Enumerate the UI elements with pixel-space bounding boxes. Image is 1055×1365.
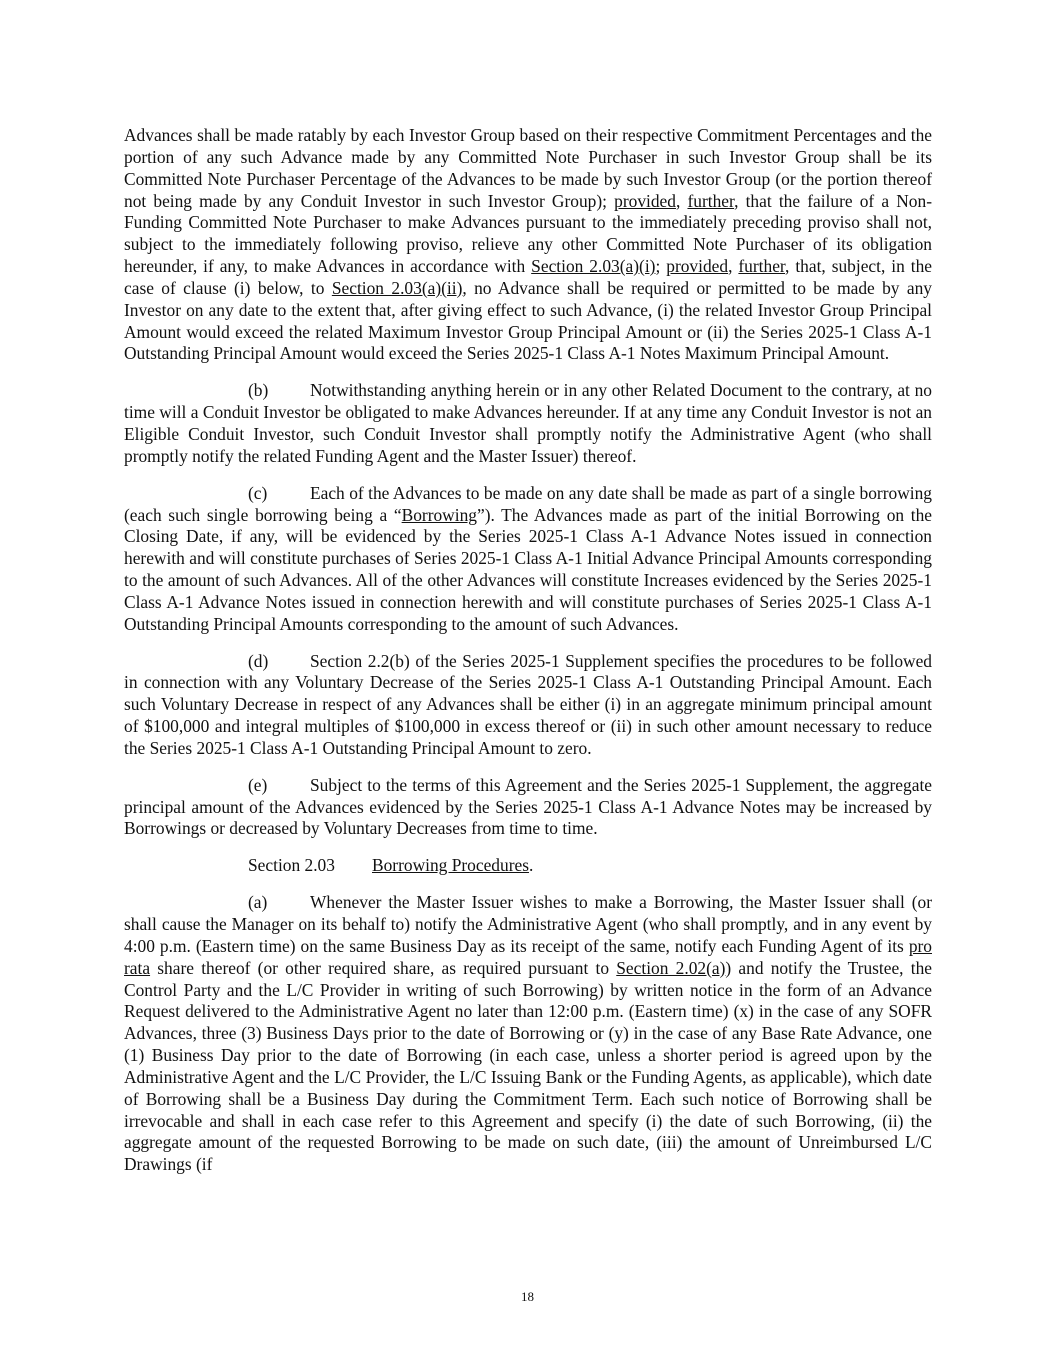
section-heading: Section 2.03 Borrowing Procedures. — [248, 855, 534, 876]
section-title: Borrowing Procedures — [372, 855, 529, 876]
paragraph-203-a: (a) Whenever the Master Issuer wishes to make a Borrowing, the Master Issuer shall (or shall cause the Manager on its behalf to) notify the Administrative Agent (who shall promptly, and in any event by 4:00 p.m. (Eastern time) on the same Business Day as its receipt of the same, notify each Funding Agent of its pro rata share thereof (or other required share, as required pursuant to Section 2.02(a)) and notify the Trustee, the Control Party and the L/C Provider in writing of such Borrowing) by written notice in the form of an Advance Request delivered to the Administrative Agent no later than 12:00 p.m. (Eastern time) (x) in the case of any SOFR Advances, three (3) Business Days prior to the date of Borrowing or (y) in the case of any Base Rate Advance, one (1) Business Day prior to the date of Borrowing (in each case, unless a shorter period is agreed upon by the Administrative Agent and the L/C Provider, the L/C Issuing Bank or the Funding Agents, as applicable), which date of Borrowing shall be a Business Day during the Commitment Term. Each such notice of Borrowing shall be irrevocable and shall in each case refer to this Agreement and specify (i) the date of such Borrowing, (ii) the aggregate amount of the requested Borrowing to be made on such date, (iii) the amount of Unreimbursed L/C Drawings (if — [124, 892, 932, 1175]
section-number: Section 2.03 — [248, 855, 335, 876]
clause-label: (d) — [248, 650, 269, 671]
provided-term: provided — [614, 190, 676, 211]
paragraph-c: (c) Each of the Advances to be made on any date shall be made as part of a single borrowing (each such single borrowing being a “Borrowing”). The Advances made as part of the initial Borrowing on the Closing Date, if any, will be evidenced by the Series 2025-1 Class A-1 Advance Notes issued in connection herewith and will constitute purchases of Series 2025-1 Class A-1 Initial Advance Principal Amounts corresponding to the amount of such Advances. All of the other Advances will constitute Increases evidenced by the Series 2025-1 Class A-1 Advance Notes issued in connection herewith and will constitute purchases of Series 2025-1 Class A-1 Outstanding Principal Amounts corresponding to the amount of such Advances. — [124, 482, 932, 634]
clause-label: (b) — [248, 380, 269, 401]
clause-label: (c) — [248, 482, 268, 503]
section-reference: Section 2.02(a) — [616, 957, 726, 978]
paragraph-b: (b) Notwithstanding anything herein or in any other Related Document to the contrary, at no time will a Conduit Investor be obligated to make Advances hereunder. If at any time any Conduit Investor is not an Eligible Conduit Investor, such Conduit Investor shall promptly notify the Administrative Agent (who shall promptly notify the related Funding Agent and the Master Issuer) thereof. — [124, 380, 932, 466]
section-reference: Section 2.03(a)(ii) — [331, 277, 463, 298]
provided-term: provided — [666, 256, 729, 277]
page-number: 18 — [521, 1289, 534, 1304]
pro-rata-term: pro rata — [124, 935, 932, 978]
paragraph-continuation: Advances shall be made ratably by each Investor Group based on their respective Commitment Percentages and the portion of any such Advance made by any Committed Note Purchaser in such Investor Group shall be its Committed Note Purchaser Percentage of the Advances to be made by such Investor Group (or the portion thereof not being made by any Conduit Investor in such Investor Group); provided, further, that the failure of a Non-Funding Committed Note Purchaser to make Advances pursuant to the immediately preceding proviso shall not, subject to the immediately following proviso, relieve any other Committed Note Purchaser of its obligation hereunder, if any, to make Advances in accordance with Section 2.03(a)(i); provided, further, that, subject, in the case of clause (i) below, to Section 2.03(a)(ii), no Advance shall be required or permitted to be made by any Investor on any date to the extent that, after giving effect to such Advance, (i) the related Investor Group Principal Amount would exceed the related Maximum Investor Group Principal Amount or (ii) the Series 2025-1 Class A-1 Outstanding Principal Amount would exceed the Series 2025-1 Class A-1 Notes Maximum Principal Amount. — [124, 125, 932, 364]
paragraph-e: (e) Subject to the terms of this Agreement and the Series 2025-1 Supplement, the aggregate principal amount of the Advances evidenced by the Series 2025-1 Class A-1 Advance Notes may be increased by Borrowings or decreased by Voluntary Decreases from time to time. — [124, 774, 932, 839]
section-reference: Section 2.03(a)(i) — [531, 256, 656, 277]
defined-term-borrowing: Borrowing — [401, 504, 477, 525]
further-term: further — [738, 256, 786, 277]
clause-label: (e) — [248, 774, 268, 795]
page-body — [124, 125, 932, 1191]
paragraph-d: (d) Section 2.2(b) of the Series 2025-1 Supplement specifies the procedures to be followed in connection with any Voluntary Decrease of the Series 2025-1 Class A-1 Outstanding Principal Amount. Each such Voluntary Decrease in respect of any Advances shall be either (i) in an aggregate minimum principal amount of $100,000 and integral multiples of $100,000 in excess thereof or (ii) in such other amount necessary to reduce the Series 2025-1 Class A-1 Outstanding Principal Amount to zero. — [124, 650, 932, 758]
further-term: further — [687, 190, 735, 211]
clause-label: (a) — [248, 892, 268, 913]
